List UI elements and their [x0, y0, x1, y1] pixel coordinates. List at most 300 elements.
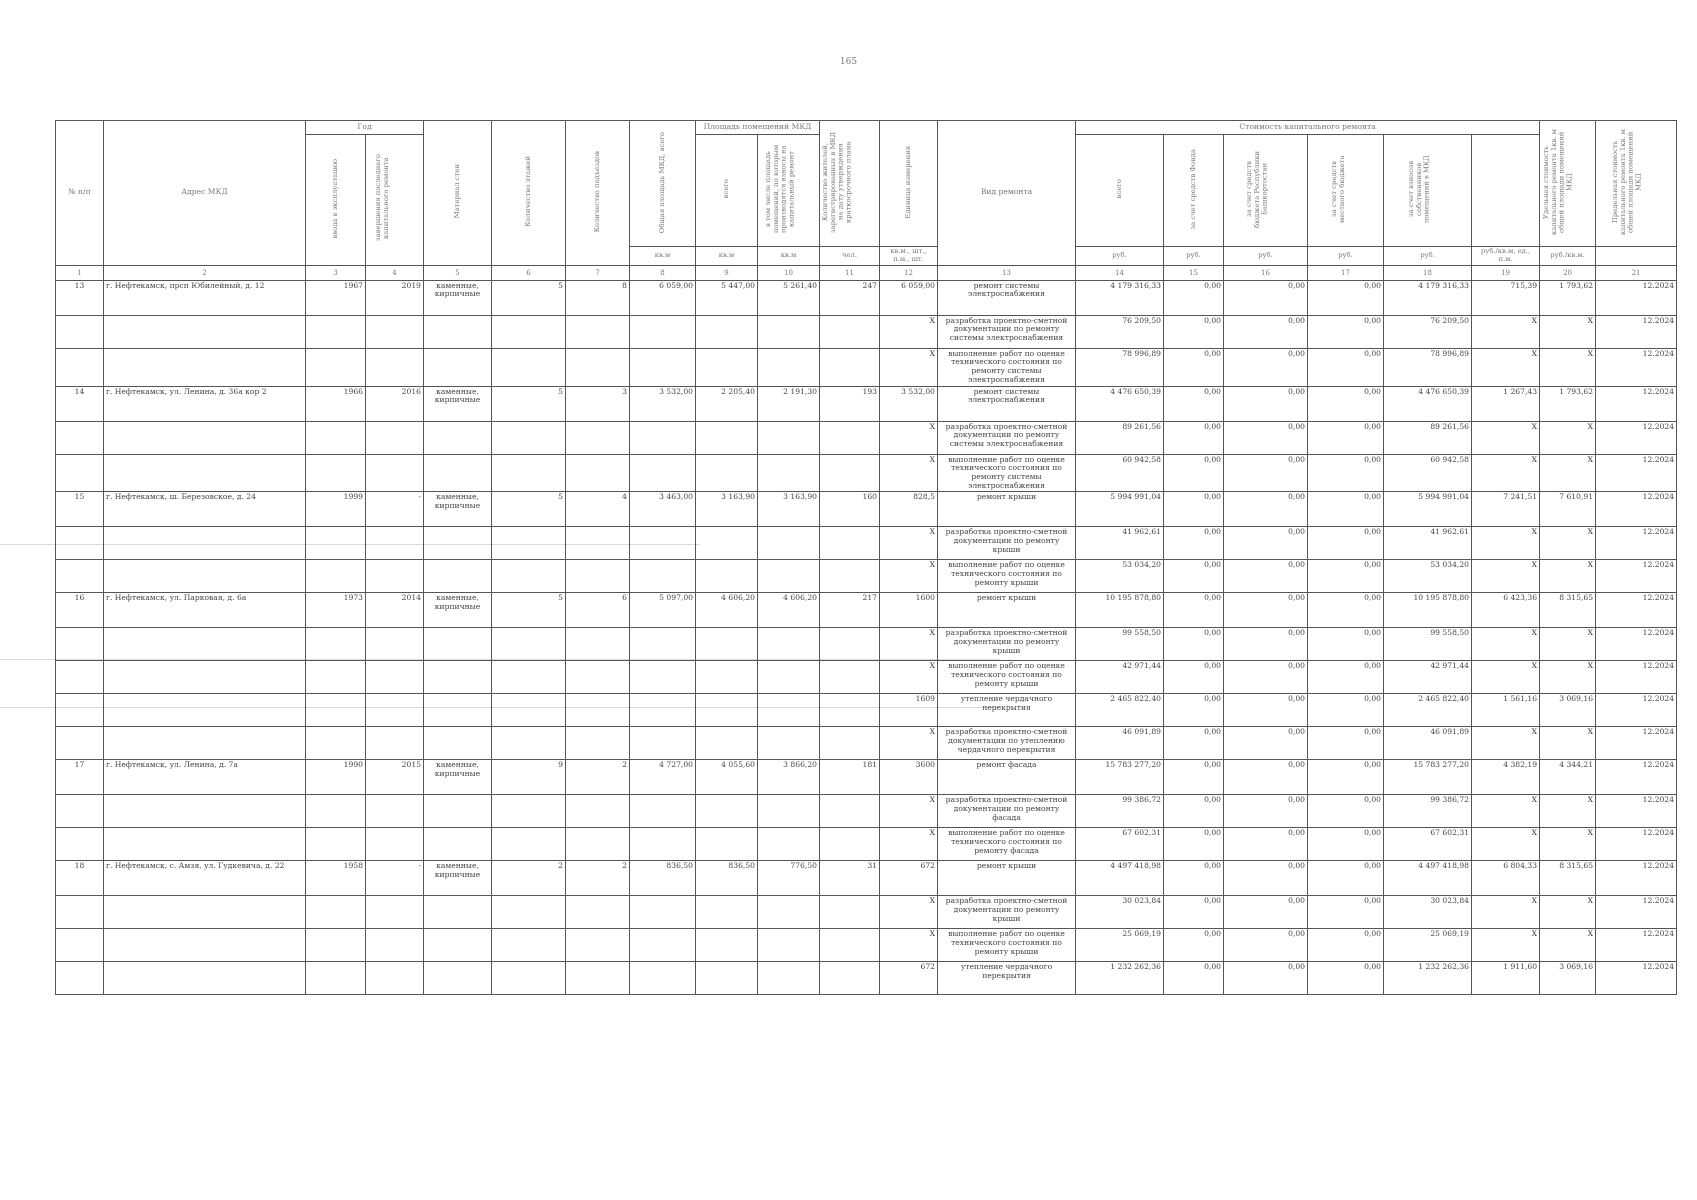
empty-cell: [492, 348, 566, 386]
max-cost-cell: X: [1540, 828, 1596, 861]
empty-cell: [492, 694, 566, 727]
capital-repair-table: [55, 120, 1677, 995]
empty-cell: [696, 694, 758, 727]
header-max-cost: Предельная стоимость капитального ремонта 1кв. м общей площади помещений МКД: [1611, 129, 1643, 236]
column-number: 2: [104, 265, 306, 280]
row-number-cell: 18: [56, 861, 104, 896]
empty-cell: [424, 628, 492, 661]
empty-cell: [56, 962, 104, 995]
cost-republic-cell: 0,00: [1224, 929, 1308, 962]
residential-area-cell: 5 261,40: [758, 280, 820, 315]
cost-fund-cell: 0,00: [1164, 694, 1224, 727]
wall-material-cell: каменные, кирпичные: [424, 861, 492, 896]
deadline-cell: 12.2024: [1596, 560, 1677, 593]
work-type-cell: ремонт крыши: [938, 593, 1076, 628]
table-subrow: [56, 828, 1677, 861]
cost-local-cell: 0,00: [1308, 661, 1384, 694]
table-subrow: [56, 962, 1677, 995]
wall-material-cell: каменные, кирпичные: [424, 280, 492, 315]
empty-cell: [696, 661, 758, 694]
unit-quantity-cell: 6 059,00: [880, 280, 938, 315]
residents-cell: 31: [820, 861, 880, 896]
empty-cell: [424, 348, 492, 386]
unit-label: руб.: [1076, 247, 1164, 266]
empty-cell: [820, 421, 880, 454]
empty-cell: [306, 560, 366, 593]
total-area-cell: 3 463,00: [630, 492, 696, 527]
empty-cell: [820, 795, 880, 828]
cost-total-cell: 76 209,50: [1076, 315, 1164, 348]
year-built-cell: 1973: [306, 593, 366, 628]
empty-cell: [306, 694, 366, 727]
address-cell: г. Нефтекамск, ул. Парковая, д. 6а: [104, 593, 306, 628]
empty-cell: [758, 315, 820, 348]
column-number: 13: [938, 265, 1076, 280]
specific-cost-cell: X: [1472, 795, 1540, 828]
cost-republic-cell: 0,00: [1224, 896, 1308, 929]
empty-cell: [696, 560, 758, 593]
entrances-cell: 4: [566, 492, 630, 527]
table-subrow: [56, 727, 1677, 760]
empty-cell: [492, 454, 566, 492]
empty-cell: [820, 694, 880, 727]
wall-material-cell: каменные, кирпичные: [424, 760, 492, 795]
empty-cell: [820, 929, 880, 962]
header-specific-cost: Удельная стоимость капитального ремонта 1кв. м общей площади помещений МКД: [1541, 129, 1573, 236]
wall-material-cell: каменные, кирпичные: [424, 593, 492, 628]
deadline-cell: 12.2024: [1596, 527, 1677, 560]
unit-label: кв.м., шт., п.м., шт.: [880, 247, 938, 266]
unit-quantity-cell: X: [880, 315, 938, 348]
cost-local-cell: 0,00: [1308, 896, 1384, 929]
cost-owners-cell: 53 034,20: [1384, 560, 1472, 593]
residents-cell: 160: [820, 492, 880, 527]
empty-cell: [492, 421, 566, 454]
empty-cell: [630, 694, 696, 727]
empty-cell: [566, 795, 630, 828]
table-row: [56, 386, 1677, 421]
empty-cell: [566, 661, 630, 694]
empty-cell: [56, 828, 104, 861]
cost-local-cell: 0,00: [1308, 527, 1384, 560]
max-cost-cell: 4 344,21: [1540, 760, 1596, 795]
empty-cell: [56, 421, 104, 454]
table-row: [56, 492, 1677, 527]
premises-area-cell: 3 163,90: [696, 492, 758, 527]
cost-fund-cell: 0,00: [1164, 628, 1224, 661]
deadline-cell: 12.2024: [1596, 421, 1677, 454]
empty-cell: [424, 795, 492, 828]
cost-local-cell: 0,00: [1308, 492, 1384, 527]
unit-label: руб.: [1308, 247, 1384, 266]
empty-cell: [366, 694, 424, 727]
empty-cell: [492, 795, 566, 828]
empty-cell: [104, 315, 306, 348]
empty-cell: [306, 315, 366, 348]
empty-cell: [492, 628, 566, 661]
table-subrow: [56, 694, 1677, 727]
cost-fund-cell: 0,00: [1164, 492, 1224, 527]
empty-cell: [630, 896, 696, 929]
cost-republic-cell: 0,00: [1224, 315, 1308, 348]
cost-total-cell: 1 232 262,36: [1076, 962, 1164, 995]
cost-total-cell: 46 091,89: [1076, 727, 1164, 760]
empty-cell: [306, 795, 366, 828]
empty-cell: [306, 628, 366, 661]
empty-cell: [492, 896, 566, 929]
unit-quantity-cell: 672: [880, 861, 938, 896]
empty-cell: [424, 929, 492, 962]
empty-cell: [306, 661, 366, 694]
cost-local-cell: 0,00: [1308, 560, 1384, 593]
header-floors: Количество этажей: [523, 156, 532, 227]
empty-cell: [820, 527, 880, 560]
deadline-cell: 12.2024: [1596, 896, 1677, 929]
total-area-cell: 4 727,00: [630, 760, 696, 795]
entrances-cell: 2: [566, 760, 630, 795]
cost-fund-cell: 0,00: [1164, 593, 1224, 628]
empty-cell: [492, 962, 566, 995]
empty-cell: [630, 661, 696, 694]
empty-cell: [366, 454, 424, 492]
cost-owners-cell: 5 994 991,04: [1384, 492, 1472, 527]
empty-cell: [56, 929, 104, 962]
cost-total-cell: 89 261,56: [1076, 421, 1164, 454]
cost-fund-cell: 0,00: [1164, 661, 1224, 694]
page-number: 165: [839, 57, 858, 67]
empty-cell: [492, 727, 566, 760]
empty-cell: [366, 727, 424, 760]
header-year-group: Год: [306, 121, 424, 135]
work-type-cell: выполнение работ по оценке технического состояния по ремонту системы электроснабжения: [938, 454, 1076, 492]
cost-fund-cell: 0,00: [1164, 929, 1224, 962]
table-subrow: [56, 348, 1677, 386]
header-wall-material: Материал стен: [452, 164, 461, 219]
work-type-cell: выполнение работ по оценке технического состояния по ремонту системы электроснабжения: [938, 348, 1076, 386]
cost-local-cell: 0,00: [1308, 348, 1384, 386]
work-type-cell: ремонт системы электроснабжения: [938, 386, 1076, 421]
residential-area-cell: 776,50: [758, 861, 820, 896]
residential-area-cell: 4 606,20: [758, 593, 820, 628]
work-type-cell: выполнение работ по оценке технического состояния по ремонту фасада: [938, 828, 1076, 861]
specific-cost-cell: 6 804,33: [1472, 861, 1540, 896]
empty-cell: [56, 315, 104, 348]
year-repair-cell: 2016: [366, 386, 424, 421]
cost-local-cell: 0,00: [1308, 593, 1384, 628]
address-cell: г. Нефтекамск, ул. Ленина, д. 7а: [104, 760, 306, 795]
max-cost-cell: X: [1540, 727, 1596, 760]
work-type-cell: утепление чердачного перекрытия: [938, 962, 1076, 995]
year-repair-cell: 2019: [366, 280, 424, 315]
cost-total-cell: 30 023,84: [1076, 896, 1164, 929]
column-number: 1: [56, 265, 104, 280]
cost-owners-cell: 60 942,58: [1384, 454, 1472, 492]
empty-cell: [630, 727, 696, 760]
empty-cell: [758, 828, 820, 861]
work-type-cell: выполнение работ по оценке технического состояния по ремонту крыши: [938, 661, 1076, 694]
column-number: 8: [630, 265, 696, 280]
work-type-cell: выполнение работ по оценке технического состояния по ремонту крыши: [938, 929, 1076, 962]
header-residents: Количество жителей, зарегистрированных в МКД на дату утверждения краткосрочного плана: [821, 131, 853, 233]
cost-republic-cell: 0,00: [1224, 760, 1308, 795]
cost-owners-cell: 10 195 878,80: [1384, 593, 1472, 628]
header-unit: Единица измерения: [903, 145, 912, 219]
empty-cell: [758, 694, 820, 727]
deadline-cell: 12.2024: [1596, 760, 1677, 795]
cost-republic-cell: 0,00: [1224, 628, 1308, 661]
empty-cell: [424, 421, 492, 454]
empty-cell: [424, 727, 492, 760]
empty-cell: [566, 727, 630, 760]
cost-republic-cell: 0,00: [1224, 661, 1308, 694]
address-cell: г. Нефтекамск, ш. Березовское, д. 24: [104, 492, 306, 527]
empty-cell: [696, 828, 758, 861]
work-type-cell: разработка проектно-сметной документации по ремонту системы электроснабжения: [938, 315, 1076, 348]
unit-label: руб.: [1224, 247, 1308, 266]
cost-republic-cell: 0,00: [1224, 861, 1308, 896]
deadline-cell: 12.2024: [1596, 795, 1677, 828]
specific-cost-cell: X: [1472, 454, 1540, 492]
empty-cell: [758, 527, 820, 560]
max-cost-cell: X: [1540, 661, 1596, 694]
empty-cell: [306, 727, 366, 760]
max-cost-cell: X: [1540, 560, 1596, 593]
cost-fund-cell: 0,00: [1164, 962, 1224, 995]
header-premises-area: Площадь помещений МКД: [696, 121, 820, 135]
cost-local-cell: 0,00: [1308, 315, 1384, 348]
work-type-cell: ремонт системы электроснабжения: [938, 280, 1076, 315]
cost-owners-cell: 4 179 316,33: [1384, 280, 1472, 315]
empty-cell: [306, 962, 366, 995]
cost-fund-cell: 0,00: [1164, 315, 1224, 348]
max-cost-cell: X: [1540, 421, 1596, 454]
empty-cell: [424, 694, 492, 727]
deadline-cell: 12.2024: [1596, 628, 1677, 661]
empty-cell: [306, 929, 366, 962]
empty-cell: [56, 661, 104, 694]
empty-cell: [104, 527, 306, 560]
cost-total-cell: 42 971,44: [1076, 661, 1164, 694]
header-year-commission: ввода в эксплуатацию: [330, 158, 339, 239]
empty-cell: [758, 421, 820, 454]
deadline-cell: 12.2024: [1596, 386, 1677, 421]
empty-cell: [820, 661, 880, 694]
residential-area-cell: 2 191,30: [758, 386, 820, 421]
empty-cell: [566, 454, 630, 492]
cost-local-cell: 0,00: [1308, 421, 1384, 454]
table-subrow: [56, 896, 1677, 929]
cost-owners-cell: 4 476 650,39: [1384, 386, 1472, 421]
premises-area-cell: 2 205,40: [696, 386, 758, 421]
unit-label: руб.: [1164, 247, 1224, 266]
cost-local-cell: 0,00: [1308, 694, 1384, 727]
empty-cell: [696, 421, 758, 454]
empty-cell: [104, 454, 306, 492]
empty-cell: [56, 527, 104, 560]
max-cost-cell: 8 315,65: [1540, 593, 1596, 628]
header-cost-local: за счет средств местного бюджета: [1329, 155, 1346, 223]
empty-cell: [56, 896, 104, 929]
year-built-cell: 1999: [306, 492, 366, 527]
cost-republic-cell: 0,00: [1224, 348, 1308, 386]
unit-quantity-cell: X: [880, 527, 938, 560]
cost-total-cell: 15 783 277,20: [1076, 760, 1164, 795]
row-number-cell: 15: [56, 492, 104, 527]
cost-total-cell: 4 497 418,98: [1076, 861, 1164, 896]
deadline-cell: 12.2024: [1596, 929, 1677, 962]
address-cell: г. Нефтекамск, ул. Ленина, д. 36а кор 2: [104, 386, 306, 421]
header-num: № п/п: [56, 121, 104, 266]
cost-local-cell: 0,00: [1308, 727, 1384, 760]
empty-cell: [696, 896, 758, 929]
empty-cell: [758, 929, 820, 962]
cost-fund-cell: 0,00: [1164, 828, 1224, 861]
table-row: [56, 280, 1677, 315]
row-number-cell: 17: [56, 760, 104, 795]
cost-republic-cell: 0,00: [1224, 694, 1308, 727]
max-cost-cell: X: [1540, 628, 1596, 661]
premises-area-cell: 4 055,60: [696, 760, 758, 795]
empty-cell: [566, 527, 630, 560]
specific-cost-cell: X: [1472, 560, 1540, 593]
empty-cell: [104, 795, 306, 828]
empty-cell: [696, 628, 758, 661]
cost-owners-cell: 99 558,50: [1384, 628, 1472, 661]
cost-republic-cell: 0,00: [1224, 593, 1308, 628]
unit-quantity-cell: X: [880, 828, 938, 861]
total-area-cell: 3 532,00: [630, 386, 696, 421]
empty-cell: [758, 962, 820, 995]
entrances-cell: 8: [566, 280, 630, 315]
empty-cell: [366, 929, 424, 962]
column-number: 12: [880, 265, 938, 280]
residents-cell: 193: [820, 386, 880, 421]
unit-label: руб./кв.м, ед., п.м.: [1472, 247, 1540, 266]
header-entrances: Количество подъездов: [592, 150, 601, 233]
cost-local-cell: 0,00: [1308, 795, 1384, 828]
empty-cell: [104, 421, 306, 454]
empty-cell: [696, 795, 758, 828]
empty-cell: [566, 896, 630, 929]
empty-cell: [104, 962, 306, 995]
address-cell: г. Нефтекамск, с. Амзя, ул. Гудкевича, д. 22: [104, 861, 306, 896]
table-row: [56, 861, 1677, 896]
floors-cell: 5: [492, 280, 566, 315]
table-subrow: [56, 527, 1677, 560]
header-cost-fund: за счет средств Фонда: [1188, 148, 1197, 230]
empty-cell: [696, 962, 758, 995]
year-repair-cell: -: [366, 492, 424, 527]
max-cost-cell: X: [1540, 527, 1596, 560]
cost-total-cell: 53 034,20: [1076, 560, 1164, 593]
cost-fund-cell: 0,00: [1164, 348, 1224, 386]
empty-cell: [630, 628, 696, 661]
total-area-cell: 836,50: [630, 861, 696, 896]
work-type-cell: разработка проектно-сметной документации по ремонту фасада: [938, 795, 1076, 828]
cost-local-cell: 0,00: [1308, 861, 1384, 896]
work-type-cell: утепление чердачного перекрытия: [938, 694, 1076, 727]
empty-cell: [424, 828, 492, 861]
empty-cell: [696, 454, 758, 492]
cost-fund-cell: 0,00: [1164, 527, 1224, 560]
specific-cost-cell: X: [1472, 661, 1540, 694]
unit-quantity-cell: X: [880, 661, 938, 694]
cost-owners-cell: 89 261,56: [1384, 421, 1472, 454]
cost-total-cell: 60 942,58: [1076, 454, 1164, 492]
empty-cell: [424, 527, 492, 560]
empty-cell: [56, 560, 104, 593]
cost-total-cell: 4 179 316,33: [1076, 280, 1164, 315]
cost-owners-cell: 42 971,44: [1384, 661, 1472, 694]
empty-cell: [306, 421, 366, 454]
deadline-cell: 12.2024: [1596, 454, 1677, 492]
unit-quantity-cell: X: [880, 896, 938, 929]
unit-quantity-cell: X: [880, 628, 938, 661]
work-type-cell: ремонт фасада: [938, 760, 1076, 795]
cost-fund-cell: 0,00: [1164, 421, 1224, 454]
unit-quantity-cell: 3 532,00: [880, 386, 938, 421]
empty-cell: [424, 661, 492, 694]
unit-quantity-cell: X: [880, 421, 938, 454]
max-cost-cell: 3 069,16: [1540, 962, 1596, 995]
empty-cell: [758, 560, 820, 593]
empty-cell: [104, 727, 306, 760]
cost-owners-cell: 99 386,72: [1384, 795, 1472, 828]
specific-cost-cell: 7 241,51: [1472, 492, 1540, 527]
max-cost-cell: 3 069,16: [1540, 694, 1596, 727]
column-number-row: [56, 265, 1677, 280]
cost-owners-cell: 25 069,19: [1384, 929, 1472, 962]
max-cost-cell: 8 315,65: [1540, 861, 1596, 896]
empty-cell: [696, 727, 758, 760]
year-built-cell: 1990: [306, 760, 366, 795]
cost-owners-cell: 76 209,50: [1384, 315, 1472, 348]
header-work-type: Вид ремонта: [938, 121, 1076, 266]
empty-cell: [696, 315, 758, 348]
empty-cell: [104, 896, 306, 929]
empty-cell: [492, 828, 566, 861]
unit-quantity-cell: 1600: [880, 593, 938, 628]
cost-republic-cell: 0,00: [1224, 727, 1308, 760]
column-number: 17: [1308, 265, 1384, 280]
entrances-cell: 6: [566, 593, 630, 628]
specific-cost-cell: X: [1472, 727, 1540, 760]
total-area-cell: 6 059,00: [630, 280, 696, 315]
column-number: 3: [306, 265, 366, 280]
table-subrow: [56, 454, 1677, 492]
header-cost-republic: за счет средств бюджета Республики Башкортостан: [1244, 150, 1269, 228]
row-number-cell: 16: [56, 593, 104, 628]
cost-total-cell: 99 386,72: [1076, 795, 1164, 828]
deadline-cell: 12.2024: [1596, 348, 1677, 386]
column-number: 16: [1224, 265, 1308, 280]
table-body: [56, 280, 1677, 995]
cost-local-cell: 0,00: [1308, 454, 1384, 492]
cost-total-cell: 67 602,31: [1076, 828, 1164, 861]
work-type-cell: выполнение работ по оценке технического состояния по ремонту крыши: [938, 560, 1076, 593]
empty-cell: [366, 828, 424, 861]
deadline-cell: 12.2024: [1596, 694, 1677, 727]
specific-cost-cell: X: [1472, 628, 1540, 661]
empty-cell: [630, 560, 696, 593]
unit-quantity-cell: X: [880, 795, 938, 828]
empty-cell: [566, 929, 630, 962]
empty-cell: [104, 661, 306, 694]
empty-cell: [366, 560, 424, 593]
cost-republic-cell: 0,00: [1224, 527, 1308, 560]
empty-cell: [366, 962, 424, 995]
row-number-cell: 13: [56, 280, 104, 315]
